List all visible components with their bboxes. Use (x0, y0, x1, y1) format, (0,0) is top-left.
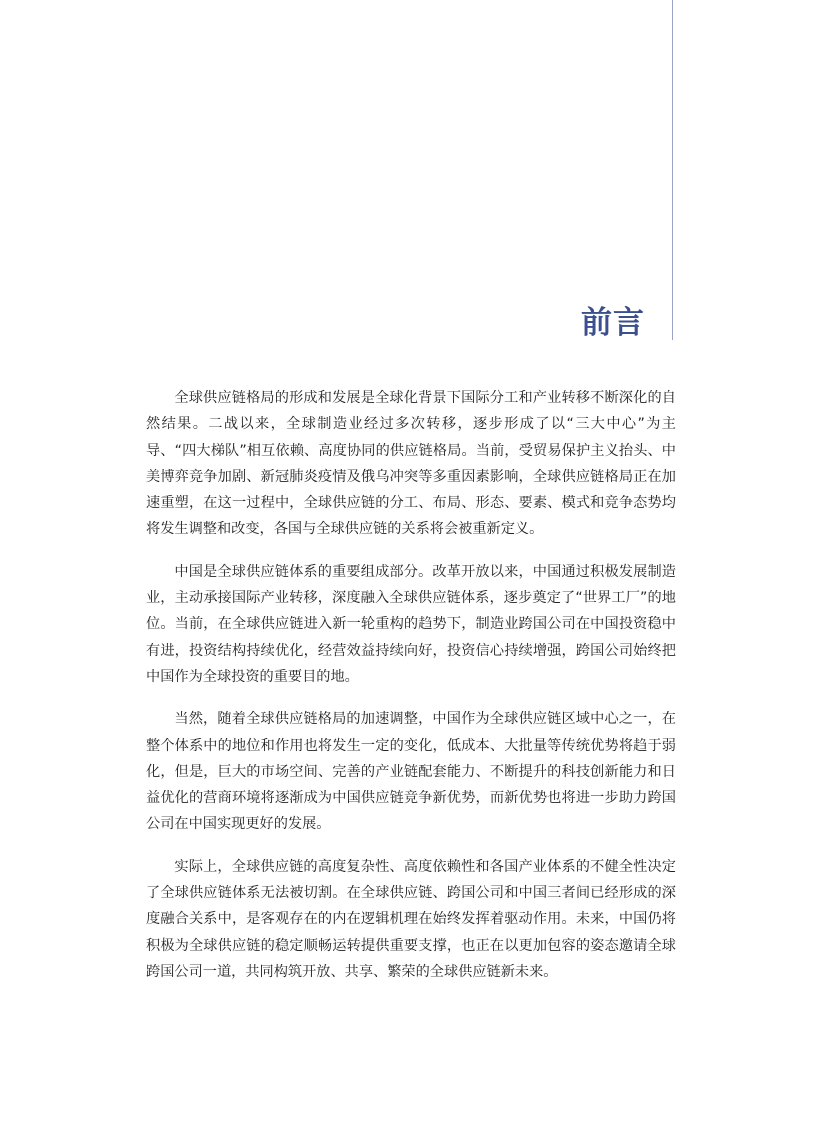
paragraph-4: 实际上，全球供应链的高度复杂性、高度依赖性和各国产业体系的不健全性决定了全球供应链体系无法被切割。在全球供应链、跨国公司和中国三者间已经形成的深度融合关系中，是客观存在的内在逻辑机理在始终发挥着驱动作用。未来，中国仍将积极为全球供应链的稳定顺畅运转提供重要支撑，也正在以更加包容的姿态邀请全球跨国公司一道，共同构筑开放、共享、繁荣的全球供应链新未来。 (146, 858, 676, 980)
paragraph-3: 当然，随着全球供应链格局的加速调整，中国作为全球供应链区域中心之一，在整个体系中的地位和作用也将发生一定的变化，低成本、大批量等传统优势将趋于弱化，但是，巨大的市场空间、完善的产业链配套能力、不断提升的科技创新能力和日益优化的营商环境将逐渐成为中国供应链竞争新优势，而新优势也将进一步助力跨国公司在中国实现更好的发展。 (146, 711, 676, 833)
page-title: 前言 (581, 305, 645, 341)
vertical-divider-line (672, 0, 673, 340)
paragraph-1: 全球供应链格局的形成和发展是全球化背景下国际分工和产业转移不断深化的自然结果。二战以来，全球制造业经过多次转移，逐步形成了以“三大中心”为主导、“四大梯队”相互依赖、高度协同的供应链格局。当前，受贸易保护主义抬头、中美博弈竞争加剧、新冠肺炎疫情及俄乌冲突等多重因素影响，全球供应链格局正在加速重塑，在这一过程中，全球供应链的分工、布局、形态、要素、模式和竞争态势均将发生调整和改变，各国与全球供应链的关系将会被重新定义。 (146, 390, 676, 538)
preface-body (146, 385, 676, 1001)
paragraph-2: 中国是全球供应链体系的重要组成部分。改革开放以来，中国通过积极发展制造业，主动承接国际产业转移，深度融入全球供应链体系，逐步奠定了“世界工厂”的地位。当前，在全球供应链进入新一轮重构的趋势下，制造业跨国公司在中国投资稳中有进，投资结构持续优化，经营效益持续向好，投资信心持续增强，跨国公司始终把中国作为全球投资的重要目的地。 (146, 563, 676, 685)
